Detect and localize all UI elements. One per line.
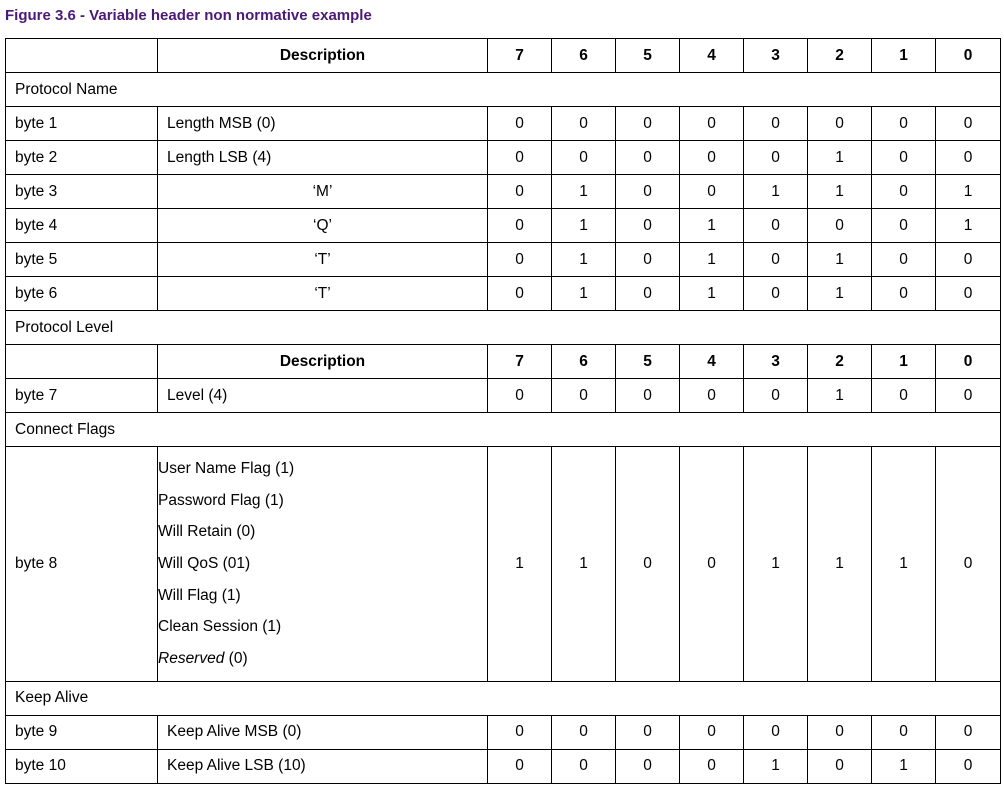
- bit-value: 0: [936, 379, 1001, 413]
- row-description: ‘T’: [158, 243, 488, 277]
- header-bit-7: 7: [488, 39, 552, 73]
- section-row-keep-alive: [6, 681, 1001, 715]
- bit-value: 1: [552, 175, 616, 209]
- bit-value: 1: [552, 209, 616, 243]
- flag-name: User Name Flag: [158, 460, 271, 477]
- flag-value: (1): [221, 586, 241, 604]
- bit-value: 0: [808, 107, 872, 141]
- bit-value: 0: [872, 209, 936, 243]
- figure-caption: Figure 3.6 - Variable header non normative example: [5, 7, 372, 24]
- bit-value: 0: [616, 715, 680, 749]
- bit-value: 1: [808, 141, 872, 175]
- header-bit-4: 4: [680, 39, 744, 73]
- bit-value: 0: [552, 379, 616, 413]
- bit-value: 0: [872, 243, 936, 277]
- bit-value: 0: [680, 447, 744, 682]
- bit-value: 1: [680, 277, 744, 311]
- bit-value: 0: [488, 379, 552, 413]
- section-title: Connect Flags: [6, 413, 1001, 447]
- bit-value: 1: [744, 447, 808, 682]
- row-description: Keep Alive MSB (0): [158, 715, 488, 749]
- bit-value: 1: [552, 243, 616, 277]
- byte-label: byte 10: [6, 749, 158, 783]
- bit-value: 1: [744, 175, 808, 209]
- bit-value: 0: [744, 209, 808, 243]
- table-row: [6, 209, 1001, 243]
- bit-value: 0: [808, 715, 872, 749]
- bit-value: 0: [808, 749, 872, 783]
- table-row: [6, 243, 1001, 277]
- bit-value: 0: [744, 141, 808, 175]
- bit-value: 0: [552, 749, 616, 783]
- table-row: [6, 715, 1001, 749]
- table-row: [6, 107, 1001, 141]
- table-row: [6, 277, 1001, 311]
- row-description: Length MSB (0): [158, 107, 488, 141]
- bit-value: 0: [808, 209, 872, 243]
- bit-value: 1: [872, 447, 936, 682]
- flag-value: (01): [222, 555, 251, 573]
- bit-value: 1: [808, 277, 872, 311]
- header-bit-6: 6: [552, 345, 616, 379]
- header-bit-2: 2: [808, 39, 872, 73]
- bit-value: 1: [744, 749, 808, 783]
- bit-value: 0: [488, 141, 552, 175]
- header-bit-4: 4: [680, 345, 744, 379]
- variable-header-table: [5, 38, 1001, 784]
- bit-value: 1: [680, 209, 744, 243]
- bit-value: 0: [936, 243, 1001, 277]
- bit-value: 1: [808, 243, 872, 277]
- bit-value: 1: [488, 447, 552, 682]
- section-title: Protocol Level: [6, 311, 1001, 345]
- bit-value: 0: [680, 175, 744, 209]
- row-description: Keep Alive LSB (10): [158, 749, 488, 783]
- bit-value: 0: [616, 379, 680, 413]
- bit-value: 0: [936, 277, 1001, 311]
- bit-value: 0: [744, 715, 808, 749]
- header-bit-0: 0: [936, 39, 1001, 73]
- bit-value: 0: [488, 715, 552, 749]
- bit-value: 0: [936, 447, 1001, 682]
- bit-value: 0: [616, 107, 680, 141]
- table-row: [6, 141, 1001, 175]
- flag-name: Will Retain: [158, 523, 233, 541]
- bit-value: 0: [872, 175, 936, 209]
- section-row-protocol-level: [6, 311, 1001, 345]
- byte-label: byte 2: [6, 141, 158, 175]
- bit-value: 1: [552, 447, 616, 682]
- bit-value: 0: [744, 379, 808, 413]
- bit-value: 0: [616, 141, 680, 175]
- bit-value: 0: [616, 447, 680, 682]
- row-description: Level (4): [158, 379, 488, 413]
- header-bit-7: 7: [488, 345, 552, 379]
- bit-value: 0: [680, 379, 744, 413]
- flag-value: (1): [262, 618, 282, 636]
- flag-name: Password Flag: [158, 491, 261, 509]
- bit-value: 0: [872, 715, 936, 749]
- bit-value: 0: [488, 107, 552, 141]
- row-description: ‘Q’: [158, 209, 488, 243]
- byte-label: byte 8: [6, 447, 158, 682]
- bit-value: 0: [488, 749, 552, 783]
- bit-value: 1: [552, 277, 616, 311]
- section-title: Keep Alive: [6, 681, 1001, 715]
- bit-value: 0: [616, 209, 680, 243]
- header-row: [6, 39, 1001, 73]
- bit-value: 0: [488, 277, 552, 311]
- bit-value: 0: [872, 379, 936, 413]
- flag-value: (0): [228, 650, 248, 668]
- bit-value: 0: [680, 715, 744, 749]
- bit-value: 1: [872, 749, 936, 783]
- flag-value: (0): [236, 523, 256, 541]
- header-description: Description: [158, 345, 488, 379]
- bit-value: 0: [936, 141, 1001, 175]
- flag-item: [158, 548, 487, 580]
- bit-value: 0: [552, 107, 616, 141]
- byte-label: byte 9: [6, 715, 158, 749]
- section-row-connect-flags: [6, 413, 1001, 447]
- flag-item: [158, 453, 487, 485]
- bit-value: 0: [936, 107, 1001, 141]
- bit-value: 0: [872, 141, 936, 175]
- bit-value: 0: [680, 107, 744, 141]
- table-row: [6, 379, 1001, 413]
- header-bit-5: 5: [616, 39, 680, 73]
- bit-value: 1: [808, 175, 872, 209]
- byte-label: byte 5: [6, 243, 158, 277]
- flag-item: [158, 485, 487, 517]
- flag-name: Will Flag: [158, 586, 218, 604]
- table-row: [6, 175, 1001, 209]
- byte-label: byte 1: [6, 107, 158, 141]
- flag-name: Clean Session: [158, 618, 258, 636]
- bit-value: 0: [680, 749, 744, 783]
- header-bit-3: 3: [744, 39, 808, 73]
- bit-value: 1: [808, 379, 872, 413]
- bit-value: 0: [488, 243, 552, 277]
- header-bit-0: 0: [936, 345, 1001, 379]
- bit-value: 0: [680, 141, 744, 175]
- bit-value: 0: [488, 175, 552, 209]
- bit-value: 0: [936, 715, 1001, 749]
- header-bit-3: 3: [744, 345, 808, 379]
- byte-label: byte 4: [6, 209, 158, 243]
- header-bit-5: 5: [616, 345, 680, 379]
- bit-value: 0: [616, 175, 680, 209]
- bit-value: 0: [744, 107, 808, 141]
- header-bit-1: 1: [872, 345, 936, 379]
- flag-item: [158, 516, 487, 548]
- flag-value: (1): [275, 460, 295, 477]
- header-bit-6: 6: [552, 39, 616, 73]
- flag-item: [158, 611, 487, 643]
- flag-item: [158, 580, 487, 612]
- section-title: Protocol Name: [6, 73, 1001, 107]
- bit-value: 0: [488, 209, 552, 243]
- row-description: ‘M’: [158, 175, 488, 209]
- row-description: ‘T’: [158, 277, 488, 311]
- bit-value: 0: [552, 141, 616, 175]
- header-row: [6, 345, 1001, 379]
- byte-label: byte 3: [6, 175, 158, 209]
- table-row: [6, 749, 1001, 783]
- bit-value: 1: [936, 175, 1001, 209]
- bit-value: 1: [680, 243, 744, 277]
- bit-value: 0: [936, 749, 1001, 783]
- bit-value: 0: [872, 277, 936, 311]
- flag-item: [158, 643, 487, 675]
- flag-name: Will QoS: [158, 555, 219, 573]
- bit-value: 0: [552, 715, 616, 749]
- header-description: Description: [158, 39, 488, 73]
- header-bit-2: 2: [808, 345, 872, 379]
- bit-value: 0: [872, 107, 936, 141]
- byte-label: byte 6: [6, 277, 158, 311]
- byte-label: byte 7: [6, 379, 158, 413]
- flag-value: (1): [264, 491, 284, 509]
- bit-value: 0: [744, 277, 808, 311]
- bit-value: 0: [616, 243, 680, 277]
- bit-value: 0: [616, 277, 680, 311]
- header-bit-1: 1: [872, 39, 936, 73]
- row-description: Length LSB (4): [158, 141, 488, 175]
- bit-value: 1: [936, 209, 1001, 243]
- flag-name: Reserved: [158, 650, 225, 668]
- header-empty-cell: [6, 345, 158, 379]
- section-row-protocol-name: [6, 73, 1001, 107]
- bit-value: 1: [808, 447, 872, 682]
- flag-list: [158, 447, 488, 682]
- connect-flags-row: [6, 447, 1001, 682]
- bit-value: 0: [616, 749, 680, 783]
- header-empty-cell: [6, 39, 158, 73]
- bit-value: 0: [744, 243, 808, 277]
